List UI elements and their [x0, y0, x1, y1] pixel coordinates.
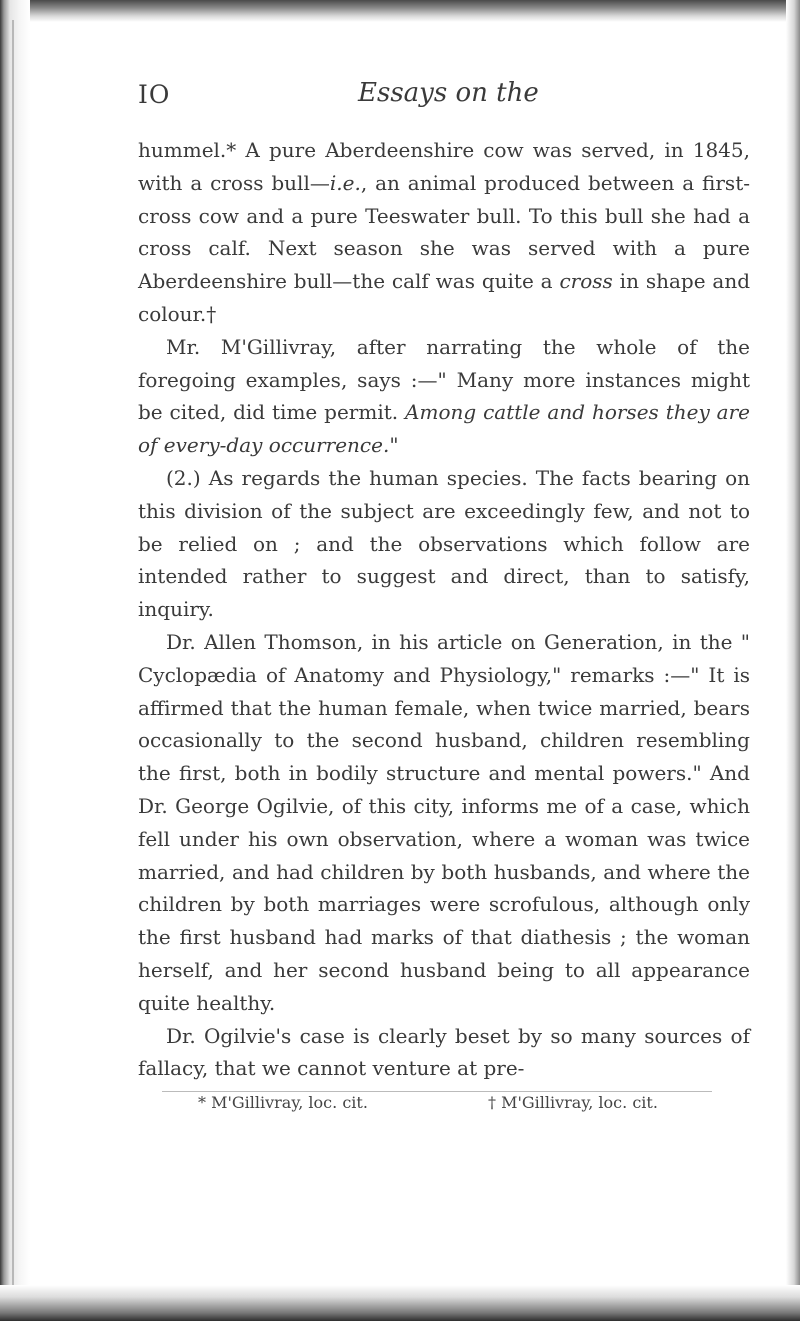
- text-run: ": [389, 433, 399, 458]
- text-run: in shape and colour.†: [138, 269, 750, 326]
- paragraph: [138, 626, 750, 1020]
- scan-top-edge: [0, 0, 800, 22]
- scan-right-edge: [786, 0, 800, 1321]
- running-title: Essays on the: [358, 78, 539, 108]
- scan-bottom-edge: [0, 1285, 800, 1321]
- text-run: Dr. Ogilvie's case is clearly beset by so many sources of fallacy, that we cannot venture at pre-: [138, 1023, 750, 1081]
- footnote-rule: [162, 1091, 712, 1092]
- italic-run: i.e.: [329, 170, 361, 195]
- page-number: IO: [138, 80, 171, 109]
- footnote: * M'Gillivray, loc. cit.: [198, 1093, 368, 1113]
- binding-line: [12, 20, 14, 1300]
- text-run: (2.) As regards the human species. The facts bearing on this division of the subject are exceedingly few, and not to be relied on ; and the observations which follow are intended rather to suggest and direct, than to satisfy, inquiry.: [138, 465, 750, 622]
- body-text: [138, 134, 750, 1085]
- text-run: Mr. M'Gillivray, after narrating the whole of the foregoing examples, says :—" Many more instances might be cited, did time permit.: [138, 334, 750, 425]
- paragraph: [138, 462, 750, 626]
- text-run: hummel.* A pure Aberdeenshire cow was served, in 1845, with a cross bull—: [138, 138, 750, 195]
- text-run: Dr. Allen Thomson, in his article on Generation, in the " Cyclopædia of Anatomy and Physiology," remarks :—" It is affirmed that the human female, when twice married, bears occasionally to the second husband, children resembling the first, both in bodily structure and mental powers." And Dr. George Ogilvie, of this city, informs me of a case, which fell under his own observation, where a woman was twice married, and had children by both husbands, and where the children by both marriages were scrofulous, although only the first husband had marks of that diathesis ; the woman herself, and her second husband being to all appearance quite healthy.: [138, 629, 750, 1015]
- italic-run: Among cattle and horses they are of every-day occurrence.: [138, 400, 750, 458]
- paragraph: [138, 134, 750, 331]
- footnote: † M'Gillivray, loc. cit.: [488, 1093, 658, 1113]
- paragraph: [138, 331, 750, 462]
- book-page: [110, 78, 750, 1117]
- footnotes: [158, 1091, 718, 1117]
- text-run: , an animal produced between a first-cross cow and a pure Teeswater bull. To this bull she had a cross calf. Next season she was served with a pure Aberdeenshire bull—the calf was quite a: [138, 170, 750, 294]
- italic-run: cross: [559, 269, 613, 294]
- paragraph: [138, 1020, 750, 1086]
- scan-left-edge: [0, 0, 30, 1321]
- running-head: [110, 78, 750, 134]
